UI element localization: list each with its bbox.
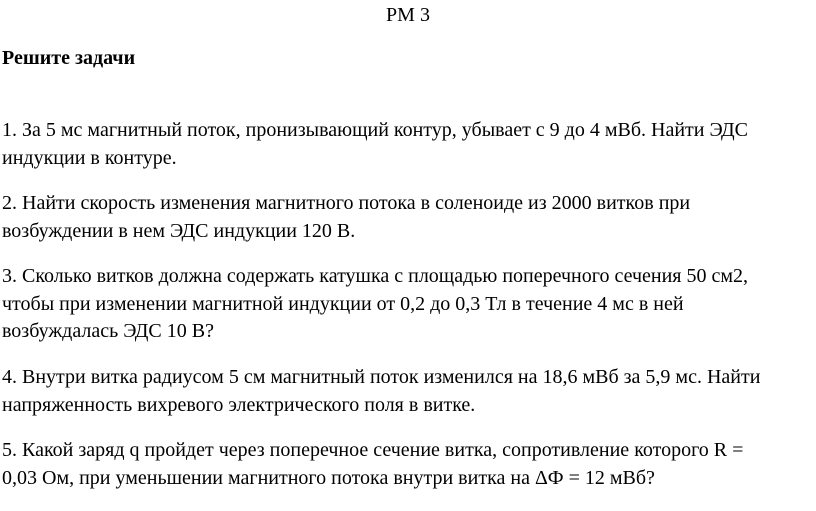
task-1-line-1: 1. За 5 мс магнитный поток, пронизывающий контур, убывает с 9 до 4 мВб. Найти ЭДС — [2, 119, 749, 141]
task-2-line-2: возбуждении в нем ЭДС индукции 120 В. — [2, 219, 356, 242]
task-3-line-1: 3. Сколько витков должна содержать катушка с площадью поперечного сечения 50 см2, — [2, 265, 749, 287]
task-1 — [2, 117, 810, 172]
task-3-line-3: возбуждалась ЭДС 10 В? — [2, 320, 214, 342]
task-5-line-1: 5. Какой заряд q пройдет через поперечное сечение витка, сопротивление которого R = — [2, 439, 744, 461]
task-3-line-2: чтобы при изменении магнитной индукции от 0,2 до 0,3 Тл в течение 4 мс в ней — [2, 292, 684, 315]
task-5-line-2: 0,03 Ом, при уменьшении магнитного потока внутри витка на ΔФ = 12 мВб? — [2, 466, 655, 489]
task-1-line-2: индукции в контуре. — [2, 146, 177, 169]
task-5 — [2, 437, 810, 492]
task-3 — [2, 263, 810, 346]
document-heading: Решите задачи — [2, 47, 136, 69]
document-title: РМ 3 — [386, 4, 430, 26]
task-2-line-1: 2. Найти скорость изменения магнитного потока в соленоиде из 2000 витков при — [2, 192, 691, 214]
task-4-line-1: 4. Внутри витка радиусом 5 см магнитный поток изменился на 18,6 мВб за 5,9 мс. Найти — [2, 366, 761, 388]
task-4-line-2: напряженность вихревого электрического поля в витке. — [2, 393, 476, 416]
task-4 — [2, 364, 810, 419]
task-2 — [2, 190, 810, 245]
